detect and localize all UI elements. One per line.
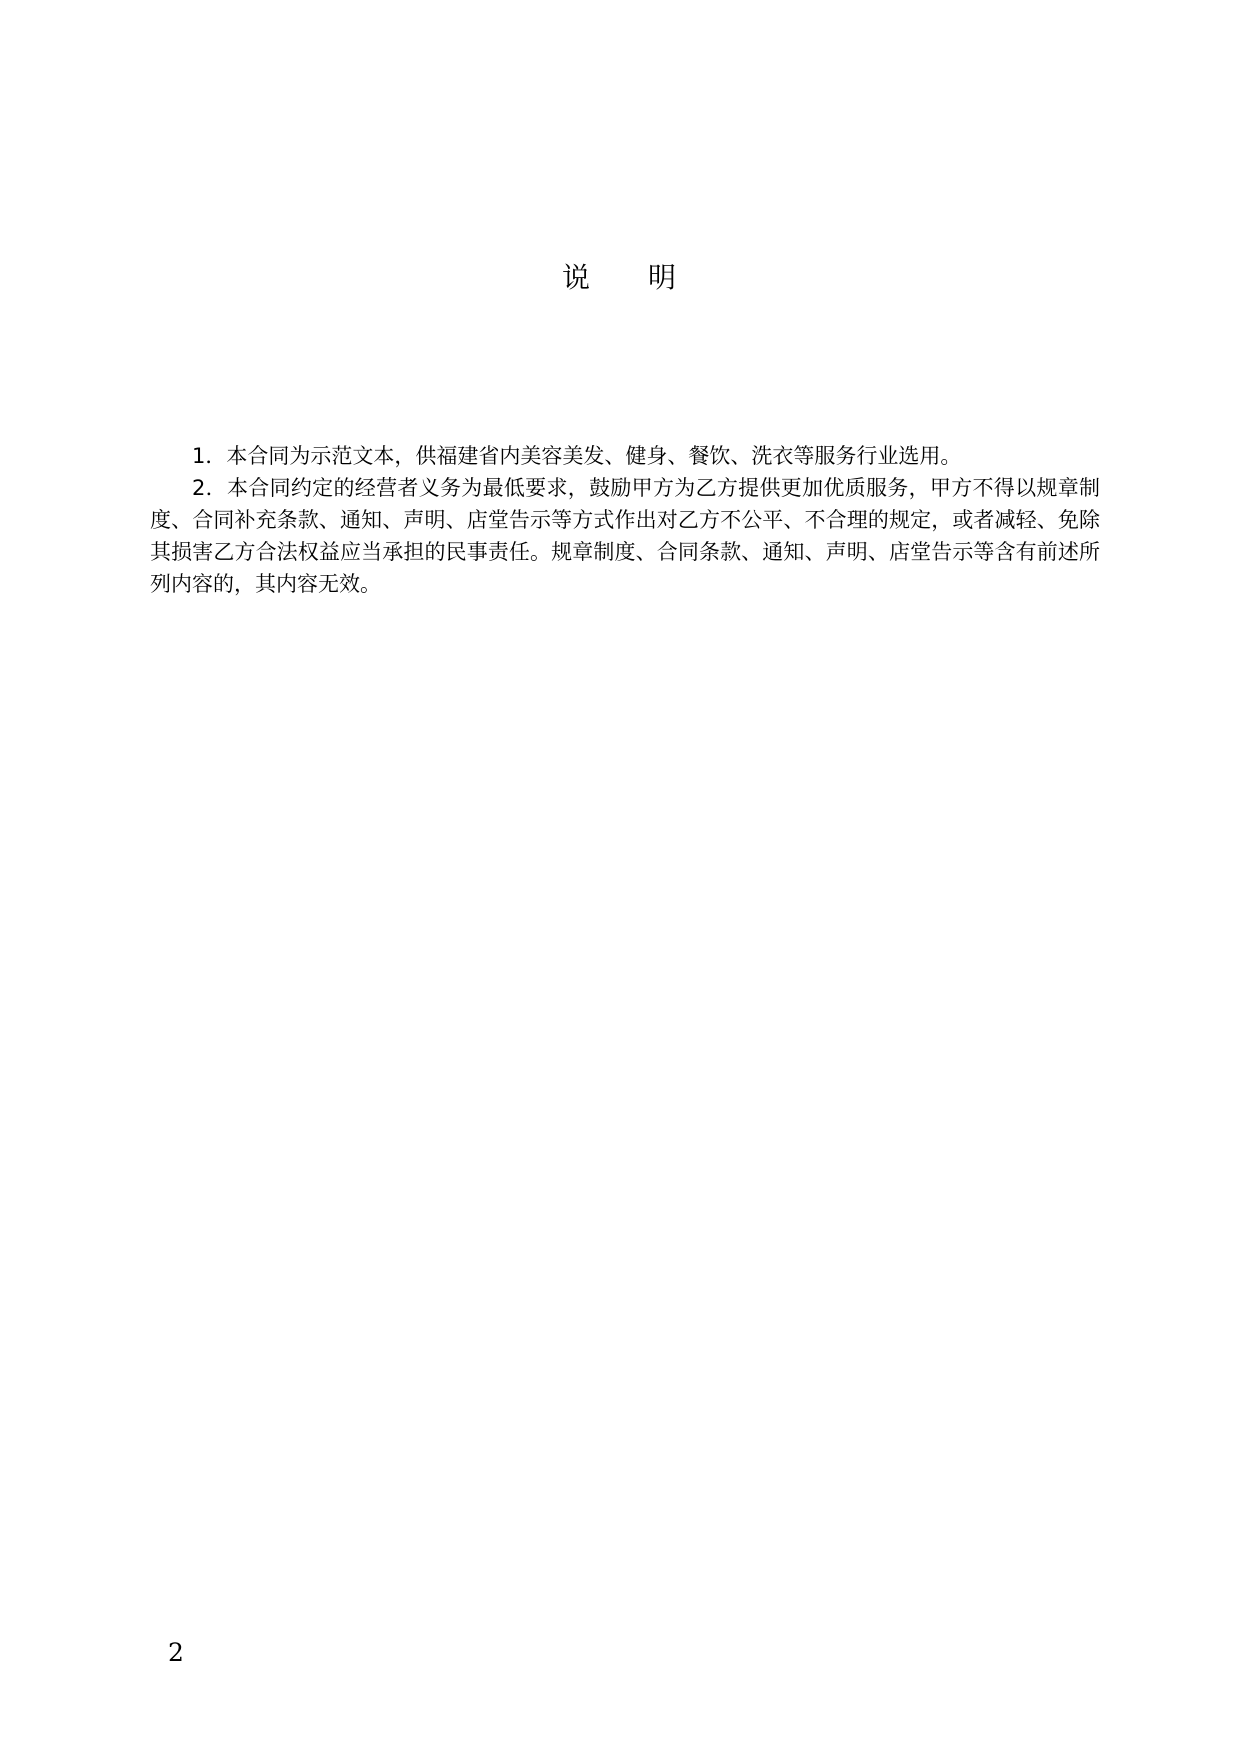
page-number: 2 [168,1638,184,1667]
instruction-paragraph-2: 2．本合同约定的经营者义务为最低要求，鼓励甲方为乙方提供更加优质服务，甲方不得以规章制度、合同补充条款、通知、声明、店堂告示等方式作出对乙方不公平、不合理的规定，或者减轻、免除其损害乙方合法权益应当承担的民事责任。规章制度、合同条款、通知、声明、店堂告示等含有前述所列内容的，其内容无效。 [150,476,1100,596]
instructions-body [150,440,1100,600]
page-title-left: 说 [561,261,592,294]
instruction-paragraph-1: 1．本合同为示范文本，供福建省内美容美发、健身、餐饮、洗衣等服务行业选用。 [192,444,962,468]
page-title-right: 明 [648,261,679,294]
page-title [0,258,1240,298]
